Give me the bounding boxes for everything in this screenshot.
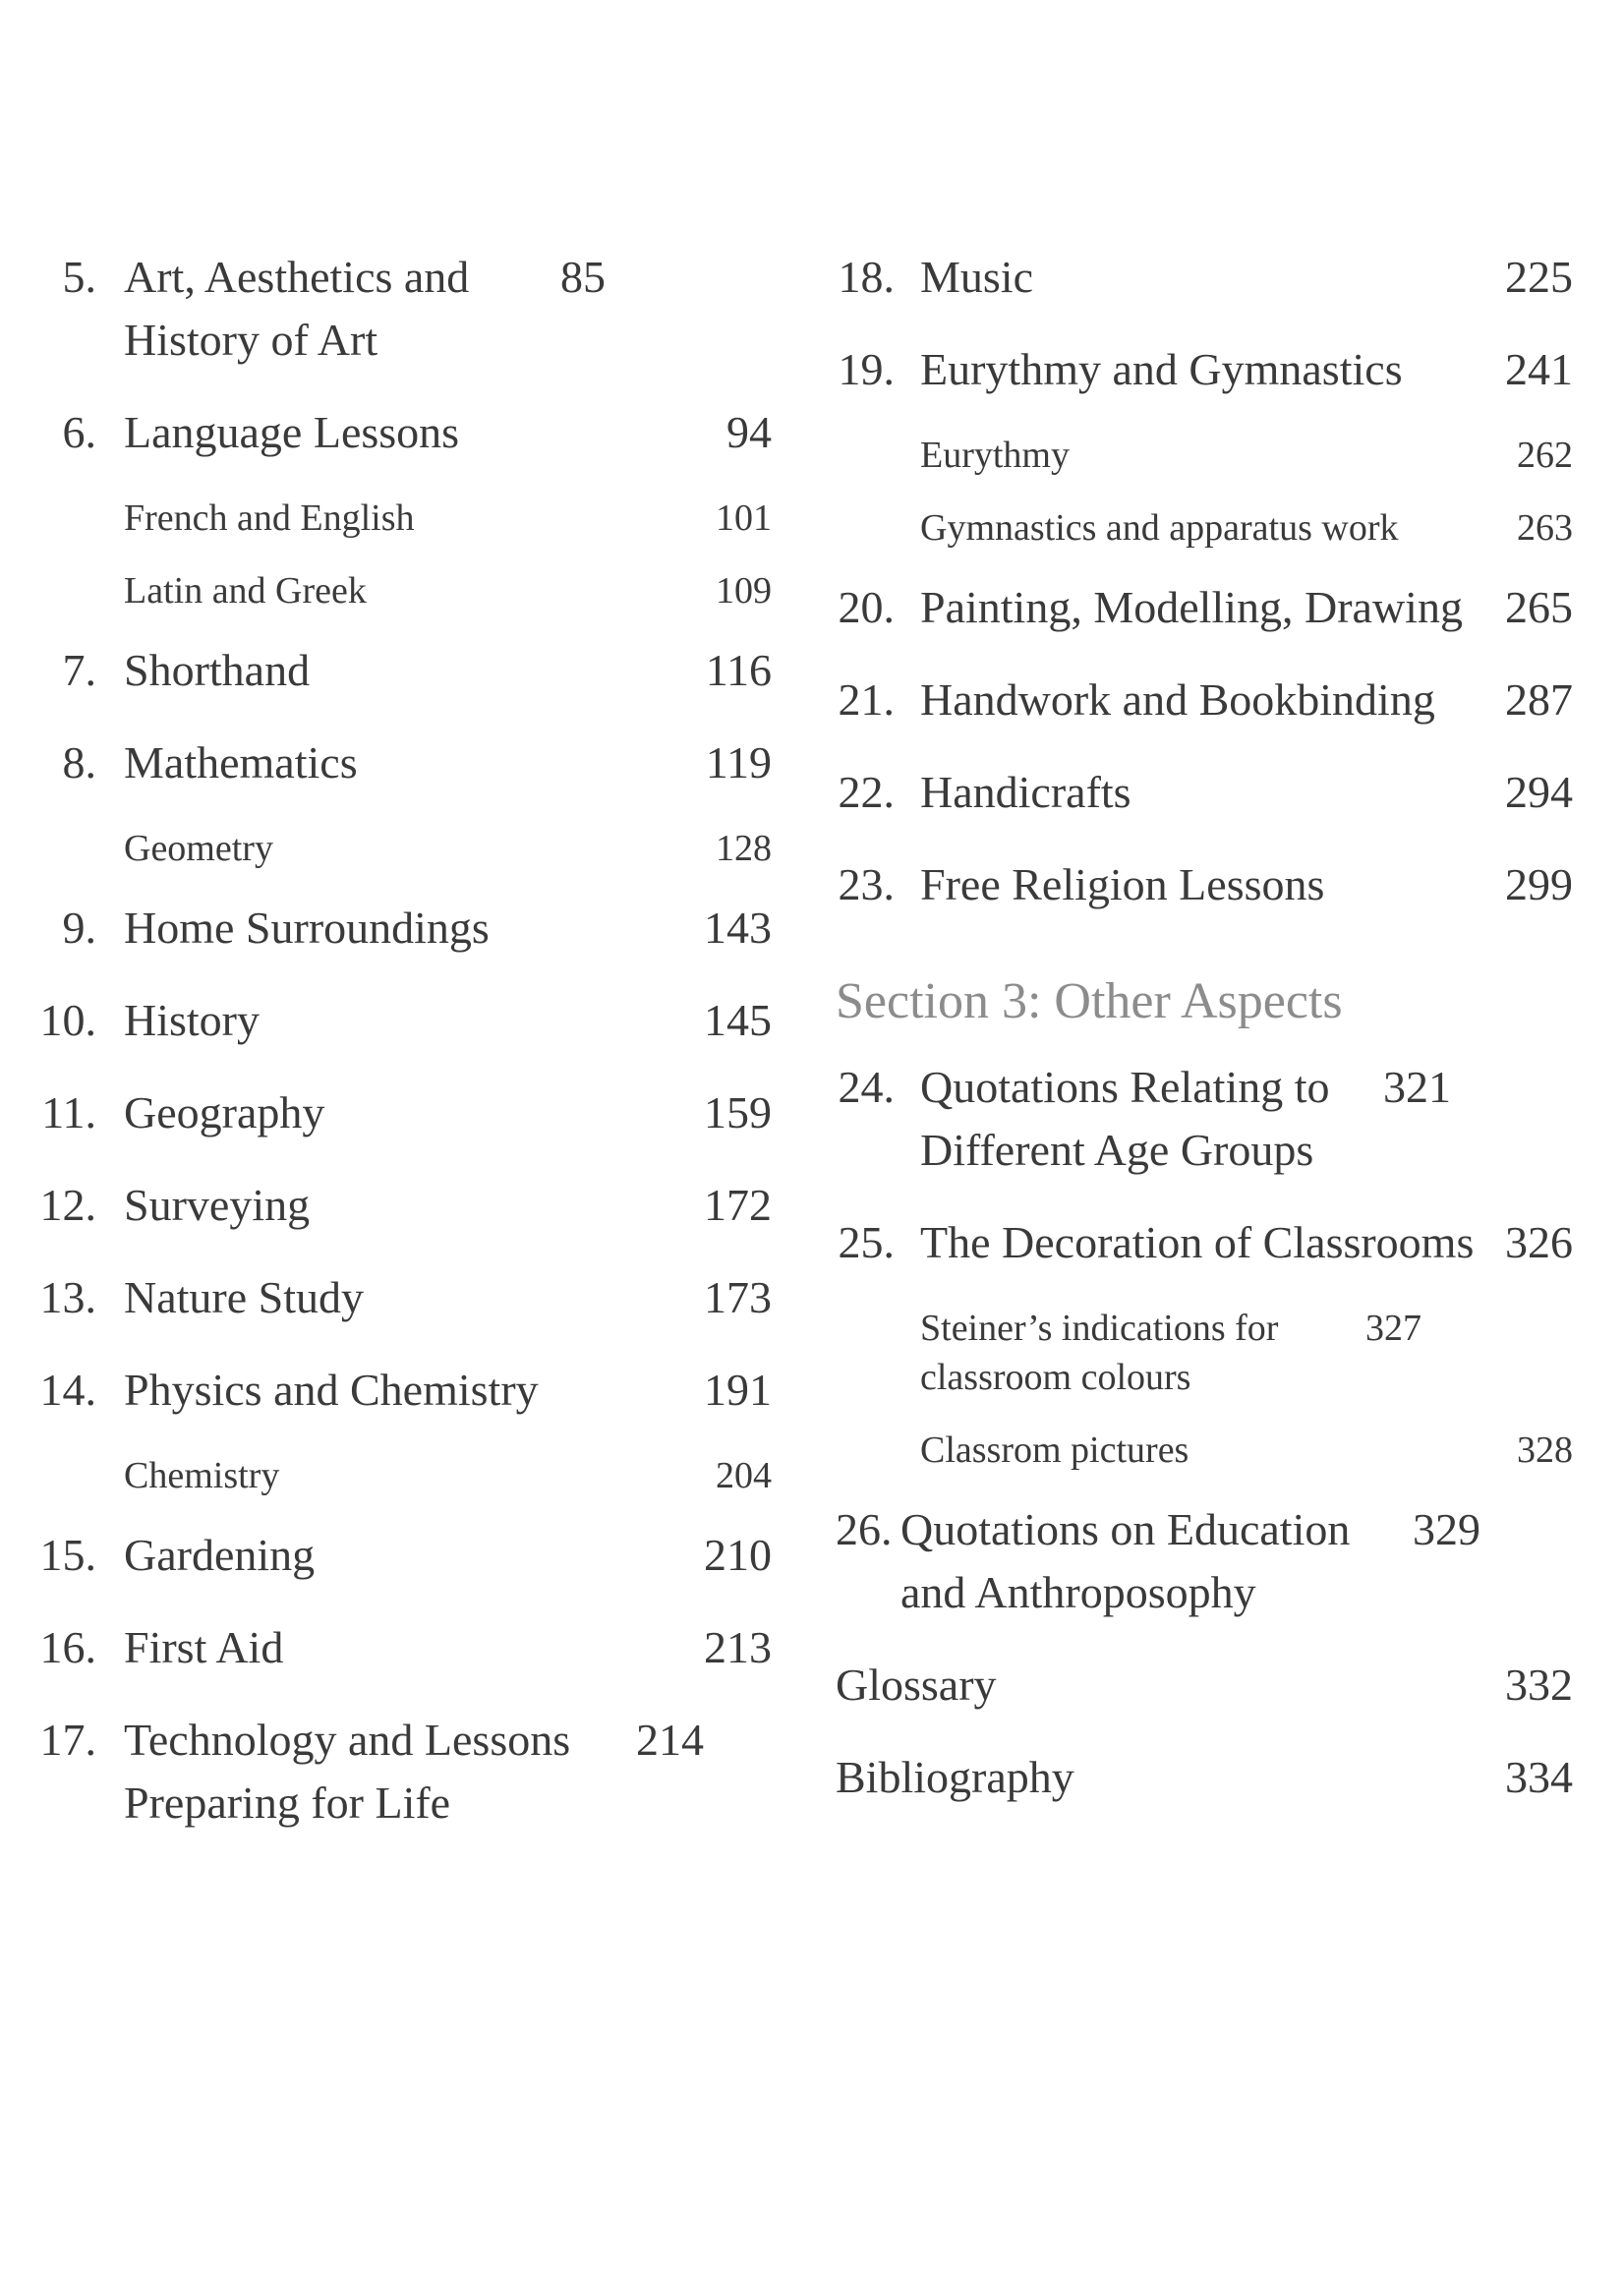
toc-entry-handicrafts[interactable] bbox=[836, 761, 1573, 824]
chapter-number: 10. bbox=[39, 995, 96, 1045]
chapter-title: Music bbox=[920, 252, 1033, 302]
page-number: 101 bbox=[716, 497, 772, 539]
toc-subentry-latin-greek[interactable] bbox=[39, 566, 772, 615]
chapter-number: 11. bbox=[41, 1087, 96, 1137]
chapter-number: 7. bbox=[62, 645, 96, 695]
chapter-number: 19. bbox=[838, 344, 895, 394]
toc-subentry-geometry[interactable] bbox=[39, 824, 772, 873]
subsection-title: Latin and Greek bbox=[124, 570, 367, 612]
subsection-title: Classrom pictures bbox=[920, 1429, 1189, 1471]
page-number: 263 bbox=[1517, 507, 1573, 549]
chapter-number: 18. bbox=[838, 252, 895, 302]
page-number: 172 bbox=[704, 1180, 772, 1230]
chapter-title: Handicrafts bbox=[920, 767, 1131, 817]
page-number: 191 bbox=[704, 1365, 772, 1415]
page-number: 262 bbox=[1517, 435, 1573, 476]
toc-entry-free-religion[interactable] bbox=[836, 853, 1573, 916]
toc-entry-handwork[interactable] bbox=[836, 669, 1573, 731]
chapter-number: 21. bbox=[838, 674, 895, 725]
chapter-title: Eurythmy and Gymnastics bbox=[920, 344, 1403, 394]
page-number: 225 bbox=[1505, 252, 1573, 302]
page-number: 328 bbox=[1517, 1429, 1573, 1471]
page-number: 116 bbox=[705, 645, 772, 695]
subsection-title: Steiner’s indications for classroom colours bbox=[920, 1308, 1279, 1398]
chapter-number: 5. bbox=[62, 252, 96, 302]
toc-entry-decoration-classrooms[interactable] bbox=[836, 1211, 1573, 1274]
page-number: 204 bbox=[716, 1455, 772, 1496]
page-number: 294 bbox=[1505, 767, 1573, 817]
chapter-title: Quotations on Education and Anthroposophy bbox=[900, 1504, 1351, 1617]
page-number: 241 bbox=[1505, 344, 1573, 394]
subsection-title: Geometry bbox=[124, 828, 273, 869]
page-number: 321 bbox=[1383, 1062, 1451, 1112]
page-number: 173 bbox=[704, 1272, 772, 1322]
toc-entry-language-lessons[interactable] bbox=[39, 401, 772, 464]
chapter-number: 24. bbox=[838, 1062, 895, 1112]
chapter-title: Home Surroundings bbox=[124, 903, 490, 953]
chapter-title: Geography bbox=[124, 1087, 325, 1137]
chapter-title: Language Lessons bbox=[124, 407, 460, 457]
page-number: 109 bbox=[716, 570, 772, 612]
chapter-title: History bbox=[124, 995, 260, 1045]
toc-subentry-gymnastics[interactable] bbox=[836, 503, 1573, 553]
toc-subentry-chemistry[interactable] bbox=[39, 1451, 772, 1500]
page-number: 119 bbox=[705, 737, 772, 787]
subsection-title: Chemistry bbox=[124, 1455, 280, 1496]
toc-entry-history[interactable] bbox=[39, 989, 772, 1052]
toc-entry-physics-chemistry[interactable] bbox=[39, 1359, 772, 1422]
page-number: 94 bbox=[726, 407, 772, 457]
page-number: 287 bbox=[1505, 674, 1573, 725]
toc-entry-glossary[interactable] bbox=[836, 1654, 1573, 1717]
toc-entry-quotations-education[interactable] bbox=[836, 1498, 1573, 1624]
chapter-title: Art, Aesthetics and History of Art bbox=[124, 252, 470, 365]
chapter-title: Surveying bbox=[124, 1180, 311, 1230]
chapter-title: Technology and Lessons Preparing for Life bbox=[124, 1715, 571, 1828]
page-number: 128 bbox=[716, 828, 772, 869]
chapter-number: 26. bbox=[836, 1504, 893, 1554]
chapter-number: 9. bbox=[62, 903, 96, 953]
toc-entry-art[interactable] bbox=[39, 246, 772, 372]
subsection-title: French and English bbox=[124, 497, 415, 539]
toc-entry-surveying[interactable] bbox=[39, 1174, 772, 1237]
chapter-title: Gardening bbox=[124, 1530, 316, 1580]
toc-subentry-classroom-pictures[interactable] bbox=[836, 1426, 1573, 1475]
page-number: 143 bbox=[704, 903, 772, 953]
page-number: 332 bbox=[1505, 1660, 1573, 1710]
chapter-title: Handwork and Bookbinding bbox=[920, 674, 1435, 725]
toc-entry-bibliography[interactable] bbox=[836, 1746, 1573, 1809]
page-number: 159 bbox=[704, 1087, 772, 1137]
page-number: 210 bbox=[704, 1530, 772, 1580]
page-number: 214 bbox=[636, 1715, 704, 1765]
toc-subentry-steiner-colours[interactable] bbox=[836, 1304, 1573, 1402]
toc-entry-home-surroundings[interactable] bbox=[39, 897, 772, 960]
chapter-number: 8. bbox=[62, 737, 96, 787]
toc-entry-quotations-age-groups[interactable] bbox=[836, 1056, 1573, 1182]
chapter-title: The Decoration of Classrooms bbox=[920, 1217, 1475, 1267]
chapter-title: Painting, Modelling, Drawing bbox=[920, 582, 1463, 632]
chapter-title: Shorthand bbox=[124, 645, 311, 695]
chapter-number: 14. bbox=[39, 1365, 96, 1415]
page-number: 213 bbox=[704, 1622, 772, 1672]
chapter-number: 16. bbox=[39, 1622, 96, 1672]
chapter-title: Quotations Relating to Different Age Groups bbox=[920, 1062, 1330, 1175]
toc-entry-technology[interactable] bbox=[39, 1709, 772, 1835]
chapter-number: 12. bbox=[39, 1180, 96, 1230]
chapter-title: Mathematics bbox=[124, 737, 358, 787]
chapter-number: 17. bbox=[39, 1715, 96, 1765]
toc-entry-geography[interactable] bbox=[39, 1081, 772, 1144]
chapter-number: 13. bbox=[39, 1272, 96, 1322]
toc-left-column bbox=[39, 246, 772, 1864]
back-matter-title: Bibliography bbox=[836, 1752, 1074, 1802]
page-number: 299 bbox=[1505, 859, 1573, 909]
subsection-title: Eurythmy bbox=[920, 435, 1070, 476]
toc-entry-nature-study[interactable] bbox=[39, 1266, 772, 1329]
page-number: 327 bbox=[1365, 1308, 1421, 1349]
chapter-title: First Aid bbox=[124, 1622, 284, 1672]
toc-entry-gardening[interactable] bbox=[39, 1524, 772, 1587]
subsection-title: Gymnastics and apparatus work bbox=[920, 507, 1399, 549]
chapter-number: 20. bbox=[838, 582, 895, 632]
toc-right-column bbox=[836, 246, 1573, 1838]
toc-entry-eurythmy-gymnastics[interactable] bbox=[836, 338, 1573, 401]
chapter-title: Free Religion Lessons bbox=[920, 859, 1325, 909]
chapter-title: Nature Study bbox=[124, 1272, 365, 1322]
page-number: 334 bbox=[1505, 1752, 1573, 1802]
section-heading: Section 3: Other Aspects bbox=[836, 973, 1343, 1029]
toc-entry-painting[interactable] bbox=[836, 576, 1573, 639]
back-matter-title: Glossary bbox=[836, 1660, 997, 1710]
toc-subentry-french-english[interactable] bbox=[39, 494, 772, 543]
chapter-number: 6. bbox=[62, 407, 96, 457]
chapter-number: 15. bbox=[39, 1530, 96, 1580]
toc-entry-first-aid[interactable] bbox=[39, 1616, 772, 1679]
page-number: 265 bbox=[1505, 582, 1573, 632]
chapter-title: Physics and Chemistry bbox=[124, 1365, 539, 1415]
page-number: 329 bbox=[1413, 1504, 1480, 1554]
page-number: 145 bbox=[704, 995, 772, 1045]
toc-entry-music[interactable] bbox=[836, 246, 1573, 309]
chapter-number: 22. bbox=[838, 767, 895, 817]
page-number: 326 bbox=[1505, 1217, 1573, 1267]
page-number: 85 bbox=[560, 252, 606, 302]
chapter-number: 23. bbox=[838, 859, 895, 909]
toc-entry-mathematics[interactable] bbox=[39, 731, 772, 794]
chapter-number: 25. bbox=[838, 1217, 895, 1267]
toc-subentry-eurythmy[interactable] bbox=[836, 431, 1573, 480]
toc-entry-shorthand[interactable] bbox=[39, 639, 772, 702]
